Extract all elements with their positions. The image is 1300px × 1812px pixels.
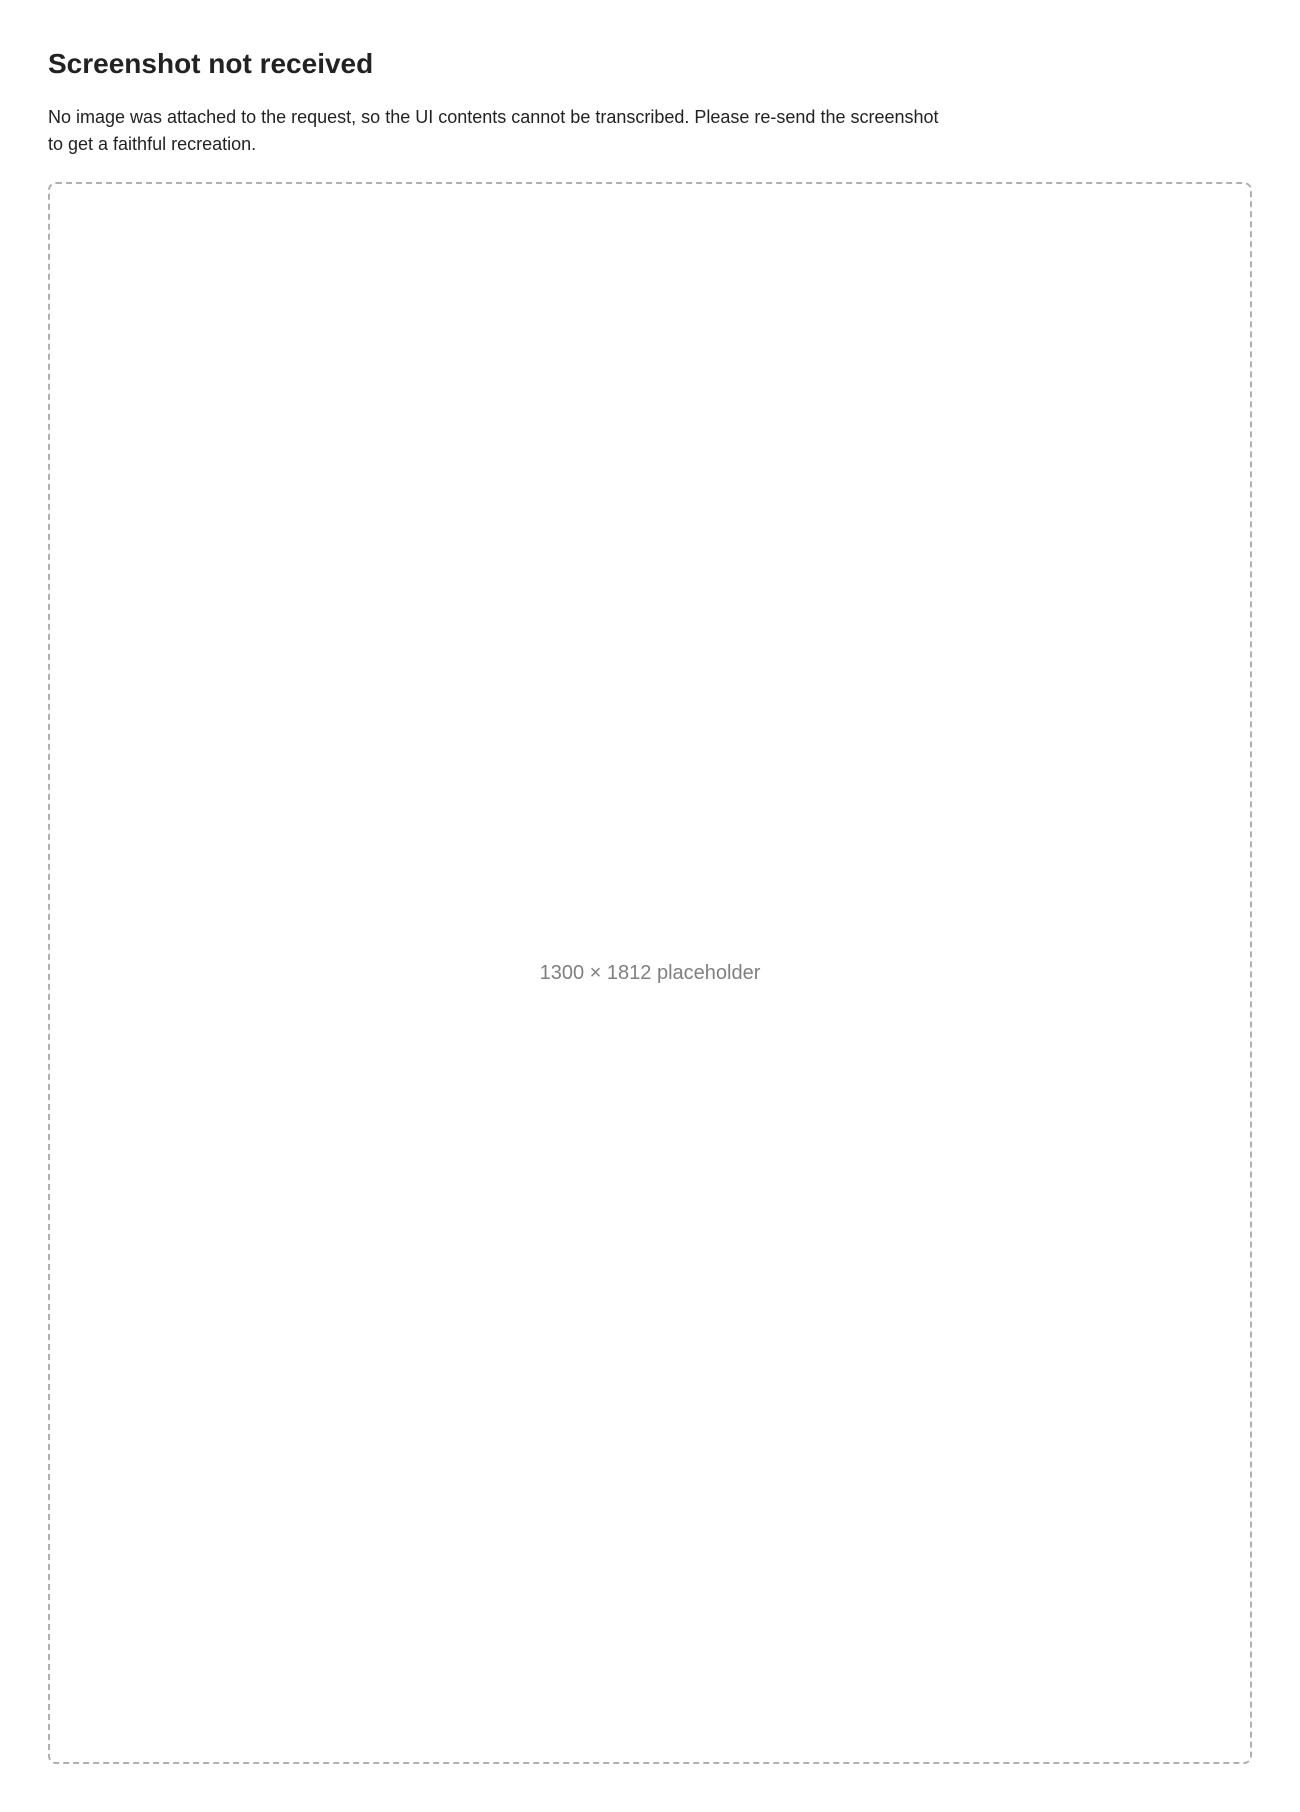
- placeholder-frame: [48, 182, 1252, 1764]
- placeholder-label: 1300 × 1812 placeholder: [539, 961, 761, 984]
- notice-title: Screenshot not received: [48, 48, 374, 79]
- notice-body: No image was attached to the request, so the UI contents cannot be transcribed. Please re-send the screenshot to get a faithful recreation.: [48, 107, 939, 154]
